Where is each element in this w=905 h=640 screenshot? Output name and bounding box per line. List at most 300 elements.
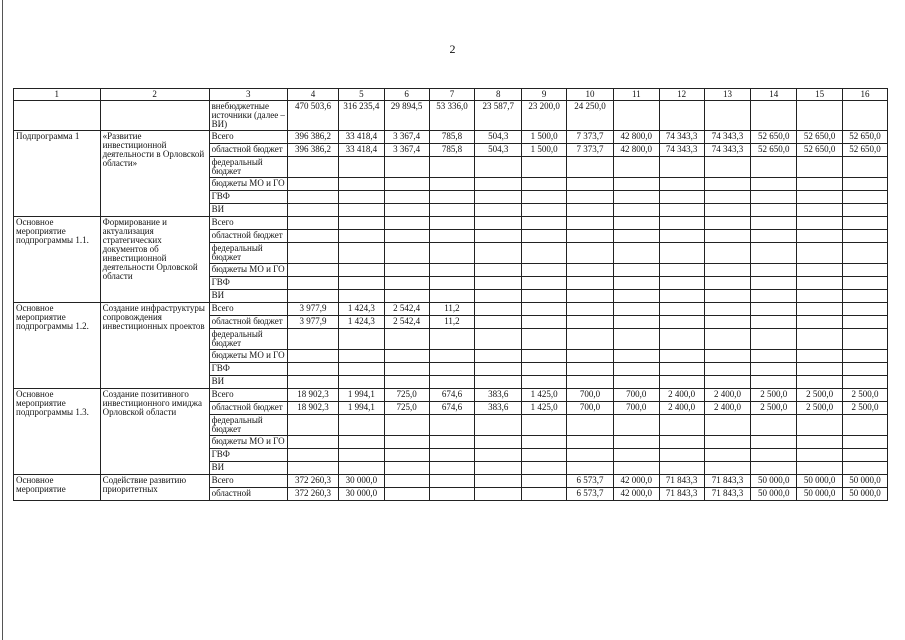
value-cell: 316 235,4 xyxy=(338,101,384,131)
value-cell xyxy=(843,157,888,178)
value-cell: 1 500,0 xyxy=(522,144,567,157)
value-cell xyxy=(338,204,384,217)
value-cell: 24 250,0 xyxy=(567,101,614,131)
value-cell xyxy=(567,329,614,350)
value-cell xyxy=(751,462,797,475)
value-cell: 42 000,0 xyxy=(613,488,659,501)
value-cell xyxy=(613,316,659,329)
value-cell xyxy=(522,178,567,191)
header-cell: 10 xyxy=(567,89,614,101)
value-cell xyxy=(338,217,384,230)
value-cell xyxy=(567,217,614,230)
value-cell: 3 977,9 xyxy=(287,316,338,329)
value-cell xyxy=(522,449,567,462)
empty-cell xyxy=(14,101,101,131)
value-cell xyxy=(567,277,614,290)
value-cell xyxy=(751,178,797,191)
value-cell xyxy=(384,243,429,264)
value-cell xyxy=(797,217,843,230)
funding-source-cell: бюджеты МО и ГО xyxy=(209,264,287,277)
value-cell xyxy=(384,462,429,475)
value-cell xyxy=(429,191,475,204)
value-cell: 383,6 xyxy=(475,389,522,402)
value-cell: 33 418,4 xyxy=(338,131,384,144)
value-cell xyxy=(338,243,384,264)
value-cell xyxy=(613,376,659,389)
value-cell xyxy=(429,178,475,191)
value-cell xyxy=(384,230,429,243)
value-cell: 785,8 xyxy=(429,144,475,157)
value-cell xyxy=(659,449,704,462)
value-cell xyxy=(429,230,475,243)
value-cell xyxy=(287,264,338,277)
value-cell xyxy=(843,363,888,376)
value-cell xyxy=(843,101,888,131)
value-cell: 74 343,3 xyxy=(704,144,751,157)
value-cell xyxy=(429,204,475,217)
value-cell xyxy=(843,415,888,436)
value-cell: 2 400,0 xyxy=(659,402,704,415)
value-cell xyxy=(338,415,384,436)
funding-source-cell: областной бюджет xyxy=(209,316,287,329)
funding-source-cell: Всего xyxy=(209,217,287,230)
funding-source-cell: ВИ xyxy=(209,204,287,217)
funding-source-cell: федеральный бюджет xyxy=(209,243,287,264)
value-cell xyxy=(659,376,704,389)
value-cell xyxy=(843,329,888,350)
value-cell xyxy=(797,157,843,178)
value-cell xyxy=(797,363,843,376)
value-cell xyxy=(338,376,384,389)
value-cell xyxy=(704,363,751,376)
value-cell xyxy=(751,303,797,316)
funding-source-cell: ГВФ xyxy=(209,363,287,376)
value-cell xyxy=(751,329,797,350)
value-cell xyxy=(659,436,704,449)
value-cell xyxy=(659,415,704,436)
value-cell xyxy=(567,230,614,243)
value-cell xyxy=(704,277,751,290)
program-name-cell: Основное мероприятие подпрограммы 1.1. xyxy=(14,217,101,303)
value-cell xyxy=(567,264,614,277)
value-cell xyxy=(429,277,475,290)
value-cell xyxy=(522,415,567,436)
value-cell xyxy=(384,436,429,449)
value-cell xyxy=(843,290,888,303)
value-cell xyxy=(475,462,522,475)
value-cell: 30 000,0 xyxy=(338,475,384,488)
value-cell xyxy=(567,316,614,329)
value-cell xyxy=(659,243,704,264)
value-cell xyxy=(797,462,843,475)
page-edge-line xyxy=(2,0,3,640)
value-cell xyxy=(751,243,797,264)
table-row xyxy=(14,217,888,230)
value-cell xyxy=(567,178,614,191)
value-cell xyxy=(704,329,751,350)
value-cell: 42 800,0 xyxy=(613,144,659,157)
value-cell xyxy=(797,230,843,243)
value-cell xyxy=(751,191,797,204)
value-cell xyxy=(751,204,797,217)
value-cell xyxy=(797,449,843,462)
value-cell xyxy=(613,290,659,303)
value-cell xyxy=(751,277,797,290)
value-cell: 50 000,0 xyxy=(843,488,888,501)
value-cell xyxy=(567,363,614,376)
funding-source-cell: областной бюджет xyxy=(209,402,287,415)
funding-source-cell: Всего xyxy=(209,389,287,402)
value-cell xyxy=(797,303,843,316)
value-cell: 53 336,0 xyxy=(429,101,475,131)
value-cell xyxy=(522,376,567,389)
value-cell: 1 424,3 xyxy=(338,316,384,329)
value-cell xyxy=(659,316,704,329)
value-cell: 1 994,1 xyxy=(338,389,384,402)
program-title-cell: Создание инфраструктуры сопровождения инвестиционных проектов xyxy=(100,303,209,389)
value-cell: 52 650,0 xyxy=(843,144,888,157)
value-cell xyxy=(659,178,704,191)
value-cell xyxy=(797,101,843,131)
value-cell xyxy=(522,329,567,350)
value-cell: 50 000,0 xyxy=(797,475,843,488)
value-cell xyxy=(843,277,888,290)
value-cell: 11,2 xyxy=(429,316,475,329)
funding-source-cell: ВИ xyxy=(209,376,287,389)
value-cell xyxy=(704,376,751,389)
value-cell xyxy=(751,157,797,178)
funding-source-cell: Всего xyxy=(209,131,287,144)
value-cell xyxy=(522,230,567,243)
value-cell xyxy=(522,316,567,329)
value-cell xyxy=(567,350,614,363)
value-cell xyxy=(659,462,704,475)
value-cell xyxy=(704,264,751,277)
value-cell xyxy=(751,449,797,462)
value-cell: 2 500,0 xyxy=(797,402,843,415)
value-cell: 383,6 xyxy=(475,402,522,415)
value-cell xyxy=(843,303,888,316)
value-cell xyxy=(659,329,704,350)
value-cell xyxy=(475,178,522,191)
value-cell xyxy=(613,157,659,178)
value-cell: 504,3 xyxy=(475,144,522,157)
value-cell: 372 260,3 xyxy=(287,488,338,501)
value-cell xyxy=(751,230,797,243)
value-cell: 2 400,0 xyxy=(659,389,704,402)
value-cell xyxy=(338,157,384,178)
value-cell xyxy=(567,376,614,389)
value-cell xyxy=(475,303,522,316)
value-cell xyxy=(429,350,475,363)
value-cell: 700,0 xyxy=(613,402,659,415)
value-cell xyxy=(567,415,614,436)
value-cell xyxy=(287,415,338,436)
table-row xyxy=(14,101,888,131)
value-cell xyxy=(797,191,843,204)
value-cell xyxy=(522,350,567,363)
value-cell xyxy=(429,488,475,501)
value-cell xyxy=(338,178,384,191)
funding-source-cell: внебюджетные источники (далее – ВИ) xyxy=(209,101,287,131)
value-cell xyxy=(384,204,429,217)
value-cell xyxy=(522,436,567,449)
header-cell: 16 xyxy=(843,89,888,101)
value-cell xyxy=(751,290,797,303)
value-cell xyxy=(522,204,567,217)
table-row xyxy=(14,475,888,488)
value-cell: 33 418,4 xyxy=(338,144,384,157)
value-cell: 2 500,0 xyxy=(843,389,888,402)
value-cell xyxy=(613,449,659,462)
value-cell xyxy=(338,462,384,475)
value-cell xyxy=(338,329,384,350)
funding-source-cell: областной бюджет xyxy=(209,230,287,243)
value-cell xyxy=(659,204,704,217)
value-cell: 504,3 xyxy=(475,131,522,144)
program-name-cell: Основное мероприятие подпрограммы 1.2. xyxy=(14,303,101,389)
value-cell xyxy=(659,230,704,243)
value-cell: 52 650,0 xyxy=(797,131,843,144)
value-cell xyxy=(704,157,751,178)
value-cell xyxy=(567,436,614,449)
value-cell xyxy=(704,243,751,264)
value-cell xyxy=(659,363,704,376)
value-cell xyxy=(384,488,429,501)
value-cell xyxy=(287,449,338,462)
value-cell xyxy=(659,157,704,178)
value-cell: 372 260,3 xyxy=(287,475,338,488)
value-cell xyxy=(287,191,338,204)
value-cell xyxy=(843,350,888,363)
value-cell: 785,8 xyxy=(429,131,475,144)
value-cell xyxy=(475,204,522,217)
funding-source-cell: бюджеты МО и ГО xyxy=(209,436,287,449)
funding-source-cell: бюджеты МО и ГО xyxy=(209,350,287,363)
value-cell xyxy=(384,363,429,376)
value-cell xyxy=(613,191,659,204)
value-cell: 74 343,3 xyxy=(659,144,704,157)
value-cell xyxy=(384,475,429,488)
value-cell: 74 343,3 xyxy=(704,131,751,144)
value-cell xyxy=(659,303,704,316)
value-cell xyxy=(429,243,475,264)
value-cell: 2 500,0 xyxy=(797,389,843,402)
value-cell xyxy=(613,277,659,290)
funding-source-cell: федеральный бюджет xyxy=(209,415,287,436)
page-number: 2 xyxy=(449,42,456,56)
value-cell xyxy=(287,290,338,303)
value-cell xyxy=(659,290,704,303)
header-cell: 1 xyxy=(14,89,101,101)
value-cell xyxy=(843,217,888,230)
value-cell: 52 650,0 xyxy=(751,144,797,157)
value-cell xyxy=(613,230,659,243)
program-title-cell: Содействие развитию приоритетных xyxy=(100,475,209,501)
value-cell xyxy=(704,350,751,363)
value-cell xyxy=(704,217,751,230)
value-cell xyxy=(567,243,614,264)
header-cell: 2 xyxy=(100,89,209,101)
value-cell xyxy=(475,488,522,501)
value-cell xyxy=(338,350,384,363)
value-cell: 674,6 xyxy=(429,402,475,415)
value-cell: 396 386,2 xyxy=(287,131,338,144)
value-cell xyxy=(338,277,384,290)
table-row xyxy=(14,389,888,402)
value-cell: 2 400,0 xyxy=(704,402,751,415)
value-cell xyxy=(843,436,888,449)
value-cell xyxy=(613,415,659,436)
value-cell xyxy=(659,101,704,131)
value-cell xyxy=(704,415,751,436)
value-cell xyxy=(338,230,384,243)
value-cell xyxy=(704,316,751,329)
value-cell xyxy=(384,329,429,350)
value-cell xyxy=(429,157,475,178)
value-cell xyxy=(429,217,475,230)
value-cell xyxy=(338,264,384,277)
value-cell xyxy=(287,363,338,376)
value-cell xyxy=(613,178,659,191)
value-cell xyxy=(522,277,567,290)
value-cell xyxy=(429,363,475,376)
value-cell xyxy=(843,230,888,243)
header-cell: 13 xyxy=(704,89,751,101)
header-cell: 3 xyxy=(209,89,287,101)
funding-source-cell: Всего xyxy=(209,475,287,488)
value-cell xyxy=(613,264,659,277)
value-cell xyxy=(522,264,567,277)
value-cell: 52 650,0 xyxy=(751,131,797,144)
value-cell xyxy=(567,462,614,475)
value-cell xyxy=(613,363,659,376)
value-cell xyxy=(613,303,659,316)
value-cell xyxy=(659,217,704,230)
value-cell xyxy=(843,243,888,264)
value-cell xyxy=(287,462,338,475)
value-cell xyxy=(843,449,888,462)
value-cell: 29 894,5 xyxy=(384,101,429,131)
funding-source-cell: ГВФ xyxy=(209,191,287,204)
value-cell xyxy=(704,449,751,462)
value-cell xyxy=(384,178,429,191)
funding-source-cell: областной xyxy=(209,488,287,501)
funding-source-cell: ВИ xyxy=(209,290,287,303)
value-cell xyxy=(843,462,888,475)
value-cell xyxy=(475,436,522,449)
value-cell xyxy=(843,316,888,329)
value-cell: 42 800,0 xyxy=(613,131,659,144)
value-cell xyxy=(797,178,843,191)
value-cell: 6 573,7 xyxy=(567,488,614,501)
value-cell: 30 000,0 xyxy=(338,488,384,501)
header-cell: 4 xyxy=(287,89,338,101)
value-cell xyxy=(567,303,614,316)
value-cell xyxy=(659,264,704,277)
funding-source-cell: областной бюджет xyxy=(209,144,287,157)
header-row xyxy=(14,89,888,101)
value-cell xyxy=(522,303,567,316)
value-cell xyxy=(659,191,704,204)
value-cell xyxy=(797,329,843,350)
value-cell xyxy=(797,376,843,389)
value-cell xyxy=(797,204,843,217)
value-cell: 1 424,3 xyxy=(338,303,384,316)
value-cell: 674,6 xyxy=(429,389,475,402)
budget-table xyxy=(13,88,888,501)
value-cell xyxy=(751,436,797,449)
program-name-cell: Основное мероприятие подпрограммы 1.3. xyxy=(14,389,101,475)
value-cell xyxy=(751,316,797,329)
value-cell xyxy=(384,415,429,436)
value-cell: 725,0 xyxy=(384,402,429,415)
value-cell xyxy=(429,449,475,462)
funding-source-cell: ГВФ xyxy=(209,449,287,462)
value-cell xyxy=(843,178,888,191)
value-cell xyxy=(613,217,659,230)
funding-source-cell: федеральный бюджет xyxy=(209,157,287,178)
value-cell xyxy=(429,436,475,449)
value-cell xyxy=(751,363,797,376)
value-cell xyxy=(287,350,338,363)
value-cell xyxy=(704,290,751,303)
program-name-cell: Основное мероприятие xyxy=(14,475,101,501)
value-cell: 7 373,7 xyxy=(567,131,614,144)
value-cell xyxy=(751,350,797,363)
value-cell: 725,0 xyxy=(384,389,429,402)
value-cell xyxy=(522,488,567,501)
value-cell xyxy=(429,264,475,277)
value-cell: 42 000,0 xyxy=(613,475,659,488)
value-cell xyxy=(751,415,797,436)
value-cell: 50 000,0 xyxy=(797,488,843,501)
value-cell xyxy=(843,376,888,389)
value-cell xyxy=(797,264,843,277)
value-cell xyxy=(797,436,843,449)
value-cell xyxy=(704,462,751,475)
value-cell xyxy=(338,363,384,376)
value-cell xyxy=(429,415,475,436)
value-cell: 50 000,0 xyxy=(751,475,797,488)
value-cell: 3 977,9 xyxy=(287,303,338,316)
value-cell xyxy=(751,376,797,389)
funding-source-cell: Всего xyxy=(209,303,287,316)
value-cell: 2 500,0 xyxy=(751,389,797,402)
value-cell xyxy=(429,475,475,488)
funding-source-cell: федеральный бюджет xyxy=(209,329,287,350)
value-cell xyxy=(751,264,797,277)
value-cell: 2 542,4 xyxy=(384,303,429,316)
value-cell: 74 343,3 xyxy=(659,131,704,144)
program-name-cell: Подпрограмма 1 xyxy=(14,131,101,217)
value-cell xyxy=(384,449,429,462)
value-cell xyxy=(797,350,843,363)
value-cell xyxy=(475,376,522,389)
value-cell xyxy=(613,243,659,264)
program-title-cell: Создание позитивного инвестиционного имиджа Орловской области xyxy=(100,389,209,475)
value-cell xyxy=(843,204,888,217)
value-cell xyxy=(475,230,522,243)
value-cell: 52 650,0 xyxy=(843,131,888,144)
value-cell: 23 587,7 xyxy=(475,101,522,131)
value-cell xyxy=(287,230,338,243)
value-cell xyxy=(384,191,429,204)
header-cell: 11 xyxy=(613,89,659,101)
value-cell: 3 367,4 xyxy=(384,131,429,144)
value-cell xyxy=(751,217,797,230)
value-cell xyxy=(797,243,843,264)
